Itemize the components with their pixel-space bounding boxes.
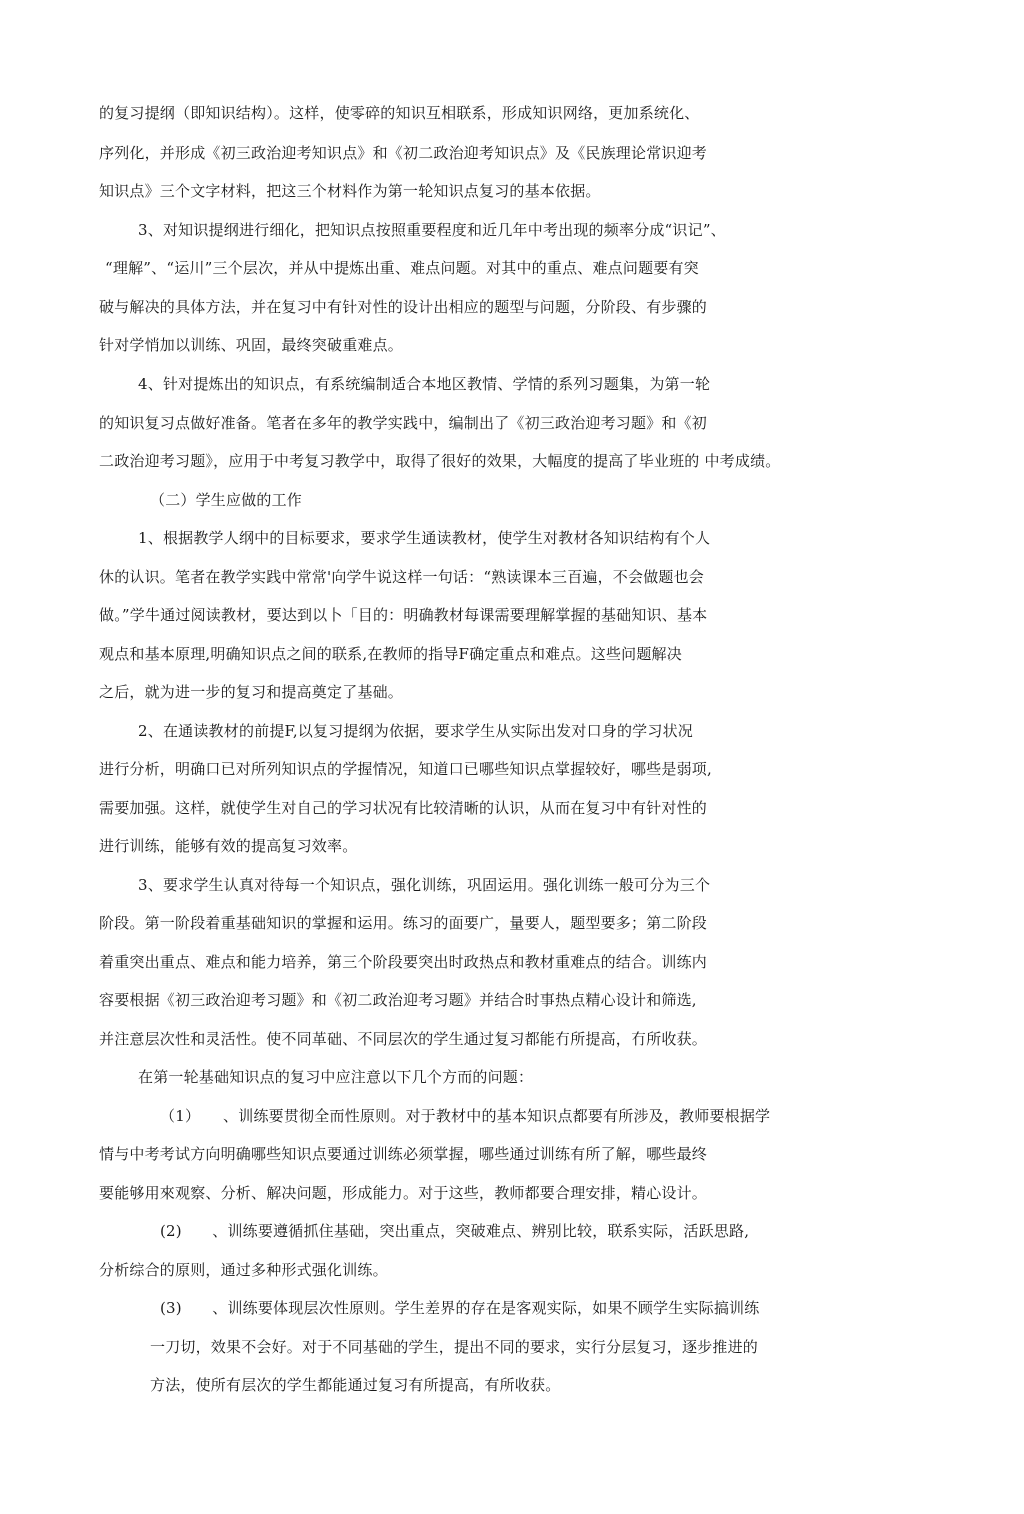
text-line: 一刀切，效果不会好。对于不同基础的学生，提出不同的要求，实行分层复习，逐步推进的 [150, 1338, 759, 1356]
text-line: 分析综合的原则，通过多种形式强化训练。 [99, 1261, 388, 1279]
text-line: 序列化，并形成《初三政治迎考知识点》和《初二政治迎考知识点》及《民族理论常识迎考 [99, 144, 708, 162]
text-line: 要能够用來观察、分析、解决问题，形成能力。对于这些，教师都要合理安排，精心设计。 [99, 1184, 708, 1202]
text-line: 之后，就为进一步的复习和提高奠定了基础。 [99, 683, 404, 701]
text-line: 情与中考考试方向明确哪些知识点要通过训练必须掌握，哪些通过训练有所了解，哪些最终 [99, 1145, 708, 1163]
text-line: 容要根据《初三政治迎考习题》和《初二政治迎考习题》并结合时事热点精心设计和筛选, [99, 991, 697, 1009]
text-line: (2) 、训练要遵循抓住基础，突出重点，突破难点、辨别比较，联系实际，活跃思路, [160, 1222, 750, 1240]
text-line: 进行分析，明确口已对所列知识点的学握情况，知道口已哪些知识点掌握较好，哪些是弱项, [99, 760, 712, 778]
text-line: 在第一轮基础知识点的复习中应注意以下几个方而的问题： [138, 1068, 534, 1086]
text-line: （1） 、训练要贯彻全而性原则。对于教材中的基本知识点都要有所涉及，教师要根据学 [160, 1107, 771, 1125]
text-line: 阶段。第一阶段着重基础知识的掌握和运用。练习的面要广，量要人，题型要多；第二阶段 [99, 914, 708, 932]
text-line: 进行训练，能够有效的提高复习效率。 [99, 837, 358, 855]
text-line: “理解”、“运川”三个层次，并从中提炼出重、难点问题。对其中的重点、难点问题要有突 [105, 259, 699, 277]
text-line: 观点和基本原理,明确知识点之间的联系,在教师的指导F确定重点和难点。这些问题解决 [99, 645, 682, 663]
text-line: 着重突出重点、难点和能力培养，第三个阶段要突出时政热点和教材重难点的结合。训练内 [99, 953, 708, 971]
text-line: 需要加强。这样，就使学生对自己的学习状况有比较清晰的认识，从而在复习中有针对性的 [99, 799, 708, 817]
text-line: 针对学悄加以训练、巩固，最终突破重难点。 [99, 336, 404, 354]
text-line: 1、根据教学人纲中的目标要求，要求学生通读教材，使学生对教材各知识结构有个人 [138, 529, 711, 547]
text-line: 并注意层次性和灵活性。使不同革础、不同层次的学生通过复习都能冇所提高，冇所收获。 [99, 1030, 708, 1048]
text-line: 休的认识。笔者在教学实践中常常'向学牛说这样一句话：“熟读课本三百遍，不会做题也会 [99, 568, 704, 586]
text-line: 4、针对提炼出的知识点，有系统编制适合本地区教情、学情的系列习题集，为第一轮 [138, 375, 711, 393]
text-line: 3、对知识提纲进行细化，把知识点按照重要程度和近几年中考出现的频率分成“识记”、 [138, 221, 726, 239]
text-line: 知识点》三个文字材料，把这三个材料作为第一轮知识点复习的基本依据。 [99, 182, 601, 200]
section-heading: （二）学生应做的工作 [150, 491, 303, 509]
text-line: 二政治迎考习题》，应用于中考复习教学中，取得了很好的效果，大幅度的提高了毕业班的 中考成绩。 [99, 452, 781, 470]
text-line: 2、在通读教材的前提F,以复习提纲为依据，要求学生从实际出发对口身的学习状况 [138, 722, 693, 740]
text-line: 3、要求学生认真对待每一个知识点，强化训练，巩固运用。强化训练一般可分为三个 [138, 876, 711, 894]
text-line: (3) 、训练要体现层次性原则。学生差界的存在是客观实际，如果不顾学生实际搞训练 [160, 1299, 760, 1317]
text-line: 做。”学牛通过阅读教材，要达到以卜「目的：明确教材每课需要理解掌握的基础知识、基本 [99, 606, 708, 624]
text-line: 方法，使所有层次的学生都能通过复习有所提高，有所收获。 [150, 1376, 561, 1394]
text-line: 破与解决的具体方法，并在复习中有针对性的设计出相应的题型与问题，分阶段、有步骤的 [99, 298, 708, 316]
text-line: 的知识复习点做好准备。笔者在多年的教学实践中，编制出了《初三政治迎考习题》和《初 [99, 414, 708, 432]
text-line: 的复习提纲（即知识结构）。这样，使零碎的知识互相联系，形成知识网络，更加系统化、 [99, 104, 700, 122]
